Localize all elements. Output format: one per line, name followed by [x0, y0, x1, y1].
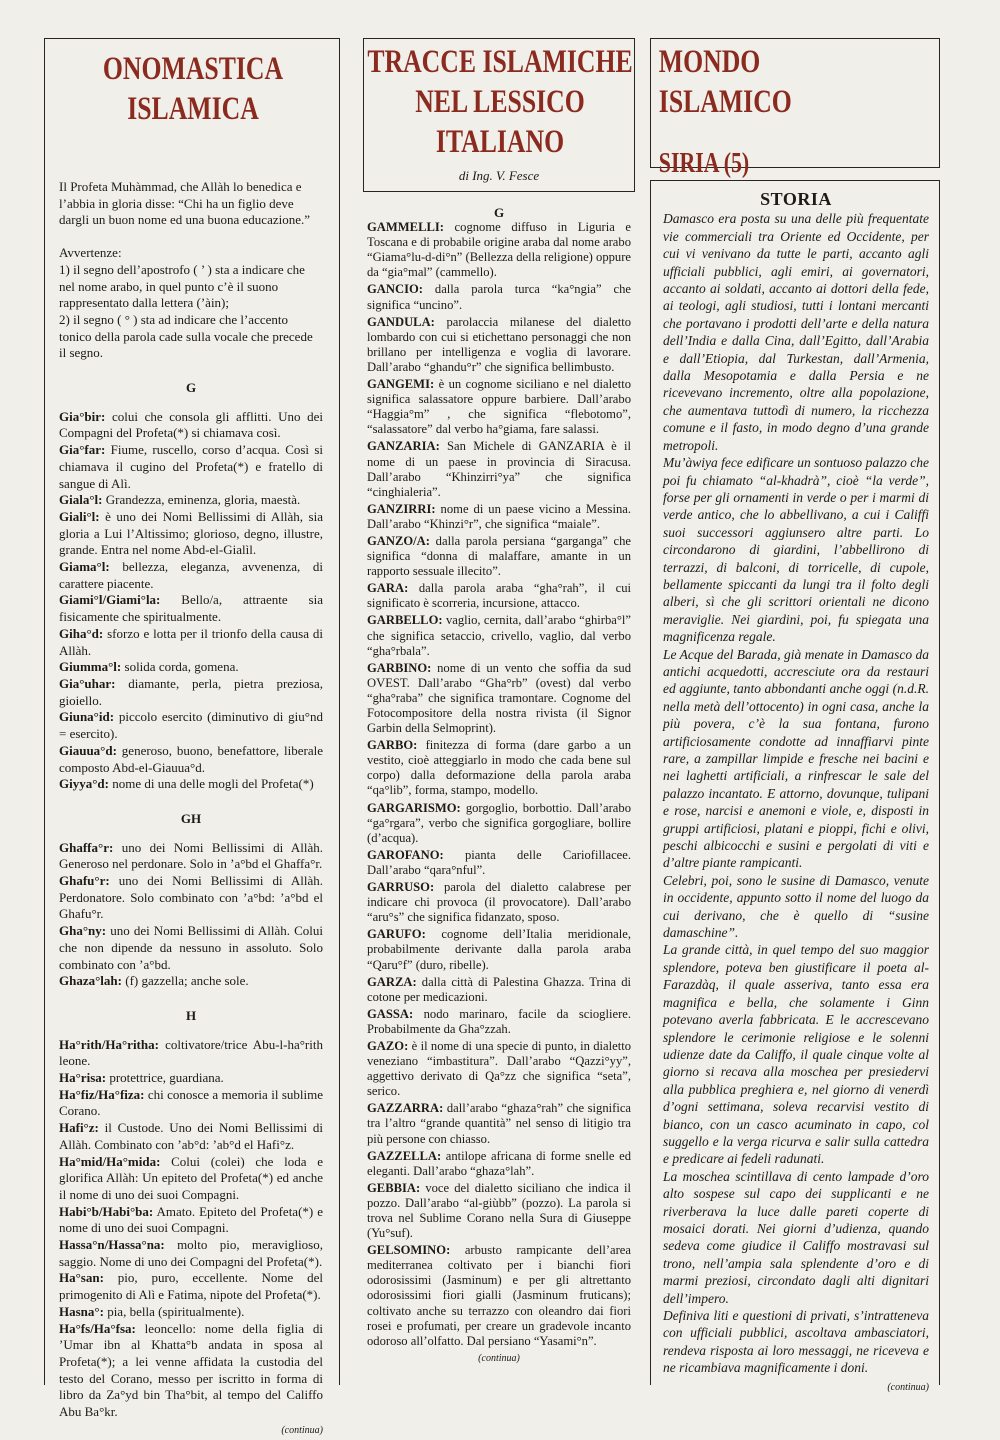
- entry: [59, 1304, 323, 1321]
- entry: [367, 220, 631, 280]
- entry-term: GANCIO:: [367, 282, 423, 297]
- warnings: [59, 245, 323, 362]
- entry-definition: colui che consola gli afflitti. Uno dei Compagni del Profeta(*) si chiamava così.: [59, 408, 323, 441]
- entry-definition: gorgoglio, borbottio. Dall’arabo “ga°rgara”, verbo che significa gorgogliare, bollire (d’acqua).: [367, 800, 631, 845]
- storia-paragraph: Mu’àwiya fece edificare un sontuoso palazzo che poi fu chiamato “al-khadrà”, cioè “la verde”, forse per gli ornamenti in verde o per i marmi di verde antico, che lo abbellivano, a cui i Califfi suoi successori aggiunsero altre parti. Lo circondarono di giardini, l’abbellirono di terrazzi, di balconi, di torricelle, di cupole, bellamente spiccanti da lungi tra il folto degli alberi, sì che gli scrittori orientali ne dicono meraviglie. Nei giardini, poi, fu spiegata una magnificenza regale.: [663, 455, 929, 645]
- entry-definition: dalla città di Palestina Ghazza. Trina di cotone per medicazioni.: [367, 974, 631, 1004]
- entry: [59, 509, 323, 559]
- section-heading-g: G: [493, 205, 505, 220]
- entry: [367, 1007, 631, 1037]
- entry: [59, 776, 323, 793]
- entry: [59, 840, 323, 873]
- entry: [367, 1181, 631, 1241]
- entry-term: GELSOMINO:: [367, 1243, 451, 1258]
- mondo-subtitle: SIRIA (5): [658, 148, 750, 179]
- intro-paragraph: Il Profeta Muhàmmad, che Allàh lo benedica e l’abbia in gloria disse: “Chi ha un figlio deve dargli un buon nome ed una buona educazione.”: [59, 179, 311, 228]
- entry-definition: nome di un paese vicino a Messina. Dall’arabo “Khinzi°r”, che significa “maiale”.: [367, 501, 631, 531]
- entry-term: Giauua°d:: [59, 742, 117, 758]
- entry-term: Gha°ny:: [59, 923, 107, 939]
- entry-term: GANDULA:: [367, 314, 435, 329]
- entry: [59, 442, 323, 492]
- entry-definition: generoso, buono, benefattore, liberale composto Abd-el-Giauua°d.: [59, 742, 323, 775]
- entry: [367, 282, 631, 312]
- storia-paragraph: Damasco era posta su una delle più frequentate vie commerciali tra Oriente ed Occidente, per cui vi venivano da tutte le parti, accanto agli ufficiali pubblici, agli emiri, ai governatori, accanto ai soldati, accanto ai dottori della fede, ai teologi, agli studiosi, tutti i lontani mercanti che portavano i prodotti dell’arte e della natura dell’India e dalla Cina, dall’Egitto, dall’Arabia e dall’Etiopia, dal Turkestan, dall’Armenia, dalla Mesopotamia e dalla Persia e ne ricevevano incremento, oltre alla popolazione, che aumentava tuttodì di numero, la ricchezza comune e il fasto, in modo degno d’una grande metropoli.: [663, 211, 929, 453]
- entry-definition: dalla parola persiana “garganga” che significa “donna di malaffare, amante in un rapporto sessuale illecito”.: [367, 533, 631, 579]
- entry: [367, 502, 631, 532]
- entry-term: GARZA:: [367, 974, 417, 989]
- continua-label: (continua): [478, 1352, 520, 1364]
- entry-term: GANZIRRI:: [367, 501, 436, 516]
- storia-paragraph: Celebri, poi, sono le susine di Damasco, venute in occidente, appunto sotto il nome del luogo da cui derivano, che è quello di “susine damaschine”.: [663, 872, 929, 941]
- entry: [59, 1204, 323, 1237]
- entry-definition: cognome diffuso in Liguria e Toscana e di probabile origine araba dal nome arabo “Giama°lu-d-di°n” (Bellezza della religione) oppure da “gia°mal” (cammello).: [367, 220, 631, 280]
- storia-paragraph: Le Acque del Barada, già menate in Damasco da antichi acquedotti, accresciute ora da restauri ed aggiunte, tanto abbondanti anche oggi (n.d.R. nella metà dell’ottocento) in ogni casa, anche la più povera, c’è la sua fontana, furono artificiosamente condotte ad innaffiarvi pinte rare, a zampillar limpide e fresche nei bacini e nei laghetti artificiali, a rinfrescar le sale del palazzo incantato. E attorno, dovunque, tulipani e rose, narcisi e anemoni e viole, e, disposti in gruppi artificiosi, platani e pioppi, fichi e olivi, peschi albicocchi e susini e pergolati di viti e d’altre piante rampicanti.: [663, 646, 929, 871]
- entry-term: GASSA:: [367, 1006, 414, 1021]
- entry-definition: Bello/a, attraente sia fisicamente che spiritualmente.: [59, 592, 323, 625]
- entry-definition: nome di un vento che soffia da sud OVEST. Dall’arabo “Gha°rb” (ovest) dal verbo “gha°raba” che significa tramontare. Cognome del Fotocompositore della nostra rivista (il Signor Garbin della Selmoprint).: [367, 660, 631, 736]
- warning-line: Avvertenze:: [59, 245, 122, 261]
- mondo-title: MONDO ISLAMICO: [658, 44, 792, 120]
- entry: [367, 975, 631, 1005]
- entry: [59, 743, 323, 776]
- entry-definition: parolaccia milanese del dialetto lombardo con cui si etichettano personaggi che non brillano per intelligenza e voglia di lavorare. Dall’arabo “ghandu°r” che significa bellimbusto.: [367, 314, 631, 374]
- entry-definition: nome di una delle mogli del Profeta(*): [108, 776, 314, 792]
- entry-definition: solida corda, gomena.: [121, 659, 239, 675]
- column-onomastica: [44, 38, 340, 1436]
- entry-term: Giami°l/Giami°la:: [59, 592, 161, 608]
- entry-definition: Colui (colei) che loda e glorifica Allàh: Un epiteto del Profeta(*) ed anche il nome di uno dei suoi Compagni.: [59, 1153, 323, 1202]
- entry: [367, 1149, 631, 1179]
- entry: [59, 492, 323, 509]
- entry-definition: dalla parola turca “ka°ngia” che significa “uncino”.: [367, 282, 631, 312]
- entry-definition: antilope africana di forme snelle ed eleganti. Dall’arabo “ghaza°lah”.: [367, 1148, 631, 1178]
- entry: [59, 1270, 323, 1303]
- entries-h: [59, 1037, 323, 1421]
- entry-definition: voce del dialetto siciliano che indica il pozzo. Dall’arabo “al-giùbb” (pozzo). La parola si trova nel Sublime Corano nella Sura di Giuseppe (Yu°suf).: [367, 1180, 631, 1241]
- entry: [367, 880, 631, 925]
- entry-term: Hasna°:: [59, 1303, 104, 1319]
- title-line-3: ITALIANO: [435, 124, 565, 160]
- entry: [59, 973, 323, 990]
- entry-definition: chi conosce a memoria il sublime Corano.: [59, 1086, 323, 1119]
- entry: [367, 1101, 631, 1146]
- entry: [59, 1120, 323, 1153]
- entry: [59, 1321, 323, 1421]
- entry-term: Giala°l:: [59, 492, 103, 508]
- entry-definition: Grandezza, eminenza, gloria, maestà.: [102, 492, 301, 508]
- entry: [59, 1154, 323, 1204]
- entry-term: Gia°bir:: [59, 408, 106, 424]
- entry-definition: Amato. Epiteto del Profeta(*) e nome di uno dei suoi Compagni.: [59, 1203, 323, 1236]
- entry-term: GARA:: [367, 581, 409, 596]
- entry-term: Giali°l:: [59, 508, 100, 524]
- entry-definition: sforzo e lotta per il trionfo della causa di Allàh.: [59, 625, 323, 658]
- entry-term: Hassa°n/Hassa°na:: [59, 1237, 165, 1253]
- storia-paragraph: La moschea scintillava di cento lampade d’oro alto sospese sul capo dei supplicanti e ne riverberava la luce dalle pareti coperte di mosaici dorati. Nei giorni d’udienza, quando sedeva come giudice il Califfo mostravasi sul trono, nell’ampia sala splendente d’oro e di marmi preziosi, circondato dagli alti dignitari dell’impero.: [663, 1168, 929, 1306]
- entry-definition: uno dei Nomi Bellissimi di Allàh. Generoso nel perdonare. Solo in ’a°bd el Ghaffa°r.: [59, 839, 323, 872]
- entry-term: Ha°san:: [59, 1270, 104, 1286]
- entry: [367, 661, 631, 736]
- storia-paragraphs: [663, 210, 929, 1376]
- entry-term: Ghaffa°r:: [59, 839, 114, 855]
- continua-label: (continua): [887, 1381, 929, 1393]
- entry: [367, 377, 631, 437]
- entry-definition: vaglio, cernita, dall’arabo “ghirba°l” che significa setaccio, crivello, vaglio, dal verbo “gha°rbala”.: [367, 613, 631, 658]
- entry: [367, 1039, 631, 1099]
- storia-body: [651, 181, 939, 1396]
- entry-definition: piccolo esercito (diminutivo di giu°nd = esercito).: [59, 709, 323, 742]
- entry-term: Giyya°d:: [59, 776, 109, 792]
- title-line-2: NEL LESSICO: [415, 84, 585, 120]
- entry-term: Ha°fs/Ha°fsa:: [59, 1320, 136, 1336]
- section-heading-g: G: [185, 380, 197, 396]
- entry-definition: è uno dei Nomi Bellissimi di Allàh, sia gloria a Lui l’Altissimo; glorioso, degno, illustre, grande. Entra nel nome Abd-el-Gialìl.: [59, 508, 323, 558]
- title-line-1: ONOMASTICA: [102, 51, 284, 87]
- entry-term: Giama°l:: [59, 559, 110, 575]
- entry: [59, 659, 323, 676]
- entry-term: Hafi°z:: [59, 1120, 99, 1136]
- entry-definition: finitezza di forma (dare garbo a un vestito, cioè atteggiarlo in modo che cada bene sul corpo) dalla deformazione della parola araba “qa°lib”, forma, stampo, modello.: [367, 738, 631, 798]
- entry-term: GANZARIA:: [367, 439, 440, 454]
- entry: [367, 927, 631, 972]
- storia-heading: STORIA: [760, 189, 832, 209]
- byline: di Ing. V. Fesce: [458, 168, 540, 183]
- entry-definition: cognome dell’Italia meridionale, probabilmente derivante dalla parola araba “Qaru°f” (duro, ribelle).: [367, 927, 631, 972]
- entry-term: Ha°fiz/Ha°fiza:: [59, 1086, 145, 1102]
- entry-definition: pia, bella (spiritualmente).: [103, 1303, 245, 1319]
- entry: [59, 1037, 323, 1070]
- entry-definition: dalla parola araba “gha°rah”, il cui significato è scorreria, incursione, attacco.: [367, 581, 631, 611]
- entry: [367, 315, 631, 375]
- entry-definition: coltivatore/trice Abu-l-ha°rith leone.: [59, 1036, 323, 1069]
- entry-term: Gia°far:: [59, 442, 106, 458]
- entry-definition: protettrice, guardiana.: [106, 1070, 224, 1086]
- entry: [367, 848, 631, 878]
- entry-definition: leoncello: nome della figlia di ’Umar ibn al Khatta°b andata in sposa al Profeta(*); a lei venne affidata la custodia del testo del Corano, messo per iscritto in forma di libro da Za°yd bin Tha°bit, al tempo del Califfo Abu Ba°kr.: [59, 1320, 323, 1420]
- entry-term: Ghaza°lah:: [59, 973, 122, 989]
- entry: [59, 709, 323, 742]
- entry: [367, 613, 631, 658]
- entry: [59, 873, 323, 923]
- entry-term: Giha°d:: [59, 625, 104, 641]
- entry-term: Ha°rith/Ha°ritha:: [59, 1036, 159, 1052]
- entry-term: GANZO/A:: [367, 533, 430, 548]
- entry-definition: il Custode. Uno dei Nomi Bellissimi di Allàh. Combinato con ’ab°d: ’ab°d el Hafi°z.: [59, 1120, 323, 1152]
- entry-term: GARBINO:: [367, 660, 432, 675]
- entry-definition: diamante, perla, pietra preziosa, gioiello.: [59, 675, 323, 708]
- entries-g: [59, 409, 323, 793]
- entry-definition: uno dei Nomi Bellissimi di Allàh. Perdonatore. Solo combinato con ’a°bd: ’a°bd el Ghafu°r.: [59, 873, 323, 922]
- title-line-1: TRACCE ISLAMICHE: [367, 44, 633, 80]
- entry-term: Gia°uhar:: [59, 675, 116, 691]
- entry-term: GAZO:: [367, 1038, 409, 1053]
- entry-definition: pio, puro, eccellente. Nome del primogenito di Alì e Fatima, nipote del Profeta(*).: [59, 1270, 323, 1303]
- section-heading-gh: GH: [180, 810, 202, 826]
- entry: [367, 534, 631, 579]
- entry-term: GAMMELLI:: [367, 220, 444, 235]
- entry-term: GARUFO:: [367, 927, 426, 942]
- entry: [367, 439, 631, 499]
- entry-term: Ha°mid/Ha°mida:: [59, 1153, 161, 1169]
- entry-term: Habi°b/Habi°ba:: [59, 1203, 154, 1219]
- section-heading-h: H: [185, 1007, 197, 1023]
- storia-paragraph: Definiva liti e questioni di privati, s’intratteneva con ufficiali pubblici, ascoltava ambasciatori, rendeva risposta ai loro messaggi, ne riceveva e ne ricambiava magnificamente i doni.: [663, 1308, 929, 1376]
- entry-term: GARRUSO:: [367, 880, 435, 895]
- entries-tracce: [367, 220, 631, 1349]
- entry-term: Ha°risa:: [59, 1070, 107, 1086]
- entry-term: GEBBIA:: [367, 1180, 421, 1195]
- column-mondo-body: [650, 180, 940, 1393]
- entry-term: GARBELLO:: [367, 613, 443, 628]
- entry-definition: San Michele di GANZARIA è il nome di un paese in provincia di Siracusa. Dall’arabo “Khinzirri°ya” che significa “cinghialeria”.: [367, 439, 631, 499]
- warning-line: 2) il segno ( ° ) sta ad indicare che l’accento tonico della parola cade sulla vocale che precede il segno.: [59, 311, 313, 361]
- entry-term: GAZZARRA:: [367, 1101, 444, 1116]
- entry-definition: parola del dialetto calabrese per indicare chi provoca (il provocatore). Dall’arabo “aru°s” che significa fidanzato, sposo.: [367, 880, 631, 925]
- entry-definition: (f) gazzella; anche sole.: [121, 973, 249, 989]
- entry-definition: arbusto rampicante dell’area mediterranea coltivato per i bianchi fiori odorosissimi (Jasminum) e per gli altrettanto odorosissimi fiori gialli (Jasminum fruticans); coltivato anche su terrazzo con oleandro dai fiori rosei e profumati, per creare un gradevole incanto odoroso all’olfatto. Dal persiano “Yasami°n”.: [367, 1243, 631, 1348]
- entry: [59, 626, 323, 659]
- entry-term: GARGARISMO:: [367, 800, 461, 815]
- entry-term: GARBO:: [367, 738, 418, 753]
- entry: [59, 1070, 323, 1087]
- entry-term: GAZZELLA:: [367, 1148, 442, 1163]
- entry: [59, 923, 323, 973]
- entry: [367, 581, 631, 611]
- onomastica-body: [45, 129, 339, 1440]
- entries-gh: [59, 840, 323, 990]
- entry: [59, 559, 323, 592]
- column-tracce-header: [363, 38, 635, 192]
- entry-term: GAROFANO:: [367, 847, 444, 862]
- entry: [59, 409, 323, 442]
- column-tracce-body: [363, 205, 635, 1366]
- entry-term: Ghafu°r:: [59, 873, 110, 889]
- entry-definition: pianta delle Cariofillacee. Dall’arabo “qara°nful”.: [367, 847, 631, 877]
- entry: [59, 592, 323, 625]
- warning-line: 1) il segno dell’apostrofo ( ’ ) sta a indicare che nel nome arabo, in quel punto c’è il suono rappresentato dalla lettera (’àin);: [59, 261, 305, 311]
- entry-definition: dall’arabo “ghaza°rah” che significa tra l’altro “grande quantità” nel senso di litigio tra più persone con chiasso.: [367, 1101, 631, 1146]
- entry: [367, 1243, 631, 1349]
- title-line-2: ISLAMICA: [127, 91, 259, 127]
- column-mondo-header: [650, 38, 940, 179]
- storia-paragraph: La grande città, in quel tempo del suo maggior splendore, poteva ben giustificare il poeta al-Farazdàq, il quale asseriva, tanto essa era magnifica e bella, che solamente i Ginn potevano averla fabbricata. E le accrescevano splendore le cerimonie religiose e le solenni udienze date da Califfo, il quale cinque volte al giorno si recava alla moschea per presiedervi alla pubblica preghiera e, nel giorno di venerdì d’ogni settimana, soleva recarvisi vestito di bianco, con un casco acuminato in capo, col suggello e la verga ricurva e salir sulla cattedra e predicare ai fedeli radunati.: [663, 942, 929, 1167]
- tracce-title: [364, 39, 637, 162]
- continua-label: (continua): [281, 1424, 323, 1436]
- onomastica-title: [43, 39, 343, 129]
- entry-definition: nodo marinaro, facile da sciogliere. Probabilmente da Gha°zzah.: [367, 1006, 631, 1036]
- entry-definition: è un cognome siciliano e nel dialetto significa salassatore oppure barbiere. Dall’arabo “Haggia°m” , che significa “flebotomo”, “salassatore” dal verbo ha°giama, fare salassi.: [367, 377, 631, 437]
- entry: [367, 738, 631, 798]
- entry: [59, 1237, 323, 1270]
- entry-definition: uno dei Nomi Bellissimi di Allàh. Colui che non dipende da nessuno in assoluto. Solo combinato con ’a°bd.: [59, 923, 323, 972]
- entry-term: Giumma°l:: [59, 659, 122, 675]
- entry-term: Giuna°id:: [59, 709, 115, 725]
- entry-term: GANGEMI:: [367, 377, 435, 392]
- entry-definition: molto pio, meraviglioso, saggio. Nome di uno dei Compagni del Profeta(*).: [59, 1237, 323, 1269]
- entry-definition: è il nome di una specie di punto, in dialetto veneziano “imbastitura”. Dall’arabo “Qazzi°yy”, aggettivo derivato di Qa°zz che significa “seta”, serico.: [367, 1038, 631, 1099]
- tracce-body: [363, 205, 635, 1366]
- entry: [367, 801, 631, 846]
- entry-definition: Fiume, ruscello, corso d’acqua. Così si chiamava il cugino del Profeta(*) e fratello di sangue di Alì.: [59, 442, 323, 491]
- entry: [59, 1087, 323, 1120]
- entry: [59, 676, 323, 709]
- entry-definition: bellezza, eleganza, avvenenza, di carattere piacente.: [59, 559, 323, 591]
